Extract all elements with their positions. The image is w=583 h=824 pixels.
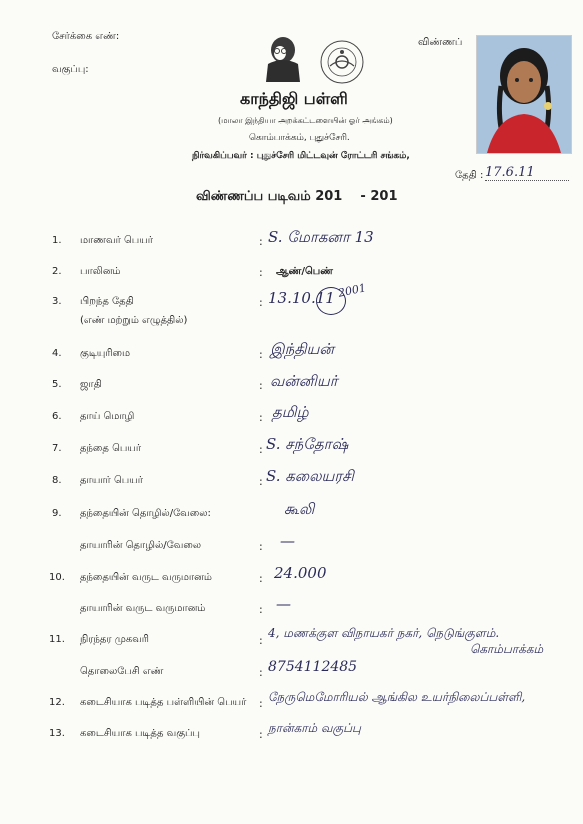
- admission-no-label: சேர்க்கை எண்:: [52, 31, 120, 42]
- field-label-caste: ஜாதி: [80, 379, 102, 390]
- application-label: விண்ணப்: [418, 37, 463, 48]
- field-label-permanent-address: நிரந்தர முகவரி: [80, 634, 149, 645]
- field-number: 2.: [52, 266, 62, 277]
- field-sublabel-dob: (எண் மற்றும் எழுத்தில்): [80, 315, 188, 326]
- field-value-gender: ஆண்/பெண்: [276, 266, 333, 277]
- field-value-dob: 13.10.11: [268, 289, 335, 307]
- field-number: 11.: [49, 634, 65, 645]
- field-label-gender: பாலினம்: [80, 266, 121, 277]
- field-label-mother-name: தாயார் பெயர்: [80, 475, 143, 486]
- field-number: 1.: [52, 235, 62, 246]
- gandhi-logo-icon: [262, 34, 304, 84]
- field-number: 10.: [49, 572, 65, 583]
- field-number: 3.: [52, 296, 62, 307]
- field-value-last-class: நான்காம் வகுப்பு: [268, 721, 361, 735]
- field-label-phone: தொலைபேசி எண்: [80, 666, 164, 677]
- field-number: 4.: [52, 348, 62, 359]
- field-value-nationality: இந்தியன்: [270, 340, 334, 358]
- field-value-caste: வன்னியர்: [270, 372, 338, 390]
- affiliation-text: (மாலா இந்தியா அறக்கட்டளையின் ஓர் அங்கம்): [218, 116, 393, 125]
- field-number: 9.: [52, 508, 62, 519]
- field-value-phone: 8754112485: [268, 659, 358, 675]
- field-label-father-occupation: தந்தையின் தொழில்/வேலை:: [80, 508, 211, 519]
- field-label-father-income: தந்தையின் வருட வருமானம்: [80, 572, 212, 583]
- field-label-student-name: மாணவர் பெயர்: [80, 235, 153, 246]
- field-label-last-class: கடைசியாக படித்த வகுப்பு: [80, 728, 200, 739]
- date-value: 17.6.11: [485, 165, 569, 181]
- field-number: 8.: [52, 475, 62, 486]
- student-photo: [476, 35, 572, 154]
- field-value-permanent-address-line2: கொம்பாக்கம்: [470, 642, 544, 656]
- field-value-father-income: 24.000: [274, 564, 327, 582]
- field-number: 7.: [52, 443, 62, 454]
- date-label: தேதி :: [455, 170, 484, 181]
- field-value-father-name: S. சந்தோஷ்: [266, 435, 349, 453]
- field-value-mother-income: —: [276, 595, 291, 613]
- field-label-mother-income: தாயாரின் வருட வருமானம்: [80, 603, 206, 614]
- field-value-dob-year: 2001: [336, 281, 368, 300]
- field-number: 5.: [52, 379, 62, 390]
- field-label-last-school: கடைசியாக படித்த பள்ளியின் பெயர்: [80, 697, 247, 708]
- class-label: வகுப்பு:: [52, 64, 89, 75]
- school-emblem-icon: [316, 38, 368, 86]
- field-value-mother-name: S. கலையரசி: [266, 467, 354, 485]
- administered-by: நிர்வகிப்பவர் : புதுச்சேரி மிட்டவுன் ரோட்டரி சங்கம்,: [192, 151, 410, 161]
- field-number: 12.: [49, 697, 65, 708]
- field-value-permanent-address: 4, மணக்குள விநாயகர் நகர், நெடுங்குளம்.: [268, 626, 500, 640]
- field-label-nationality: குடியுரிமை: [80, 348, 131, 359]
- field-label-father-name: தந்தை பெயர்: [80, 443, 142, 454]
- field-value-student-name: S. மோகனா 13: [268, 228, 374, 246]
- field-number: 13.: [49, 728, 65, 739]
- field-number: 6.: [52, 411, 62, 422]
- field-label-mother-tongue: தாய் மொழி: [80, 411, 135, 422]
- field-value-last-school: நேருமெமோரியல் ஆங்கில உயர்நிலைப்பள்ளி,: [268, 690, 526, 704]
- field-value-father-occupation: கூலி: [284, 500, 315, 518]
- field-value-mother-occupation: —: [280, 532, 295, 550]
- form-title: விண்ணப்ப படிவம் 201 - 201: [196, 189, 398, 204]
- field-label-mother-occupation: தாயாரின் தொழில்/வேலை: [80, 540, 202, 551]
- school-name: காந்திஜி பள்ளி: [240, 89, 348, 108]
- school-address: கொம்பாக்கம், புதுச்சேரி.: [249, 133, 350, 143]
- field-label-dob: பிறந்த தேதி: [80, 296, 134, 307]
- field-value-mother-tongue: தமிழ்: [272, 403, 309, 421]
